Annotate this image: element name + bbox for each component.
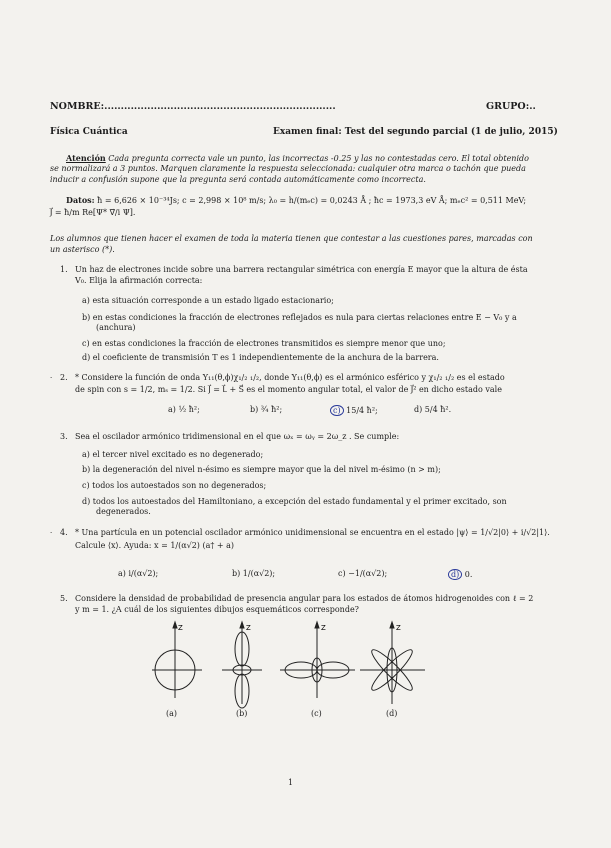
- q3-option-d[interactable]: d) todos los autoestados del Hamiltoniano, a excepción del estado fundamental y el primer excitado, son: [82, 497, 507, 506]
- note-line-1: Los alumnos que tienen hacer el examen de toda la materia tienen que contestar a las cuestiones pares, marcadas con: [50, 234, 533, 243]
- question-4-number: 4.: [60, 528, 68, 537]
- q3-option-b[interactable]: b) la degeneración del nivel n-ésimo es siempre mayor que la del nivel m-ésimo (n > m);: [82, 465, 441, 474]
- data-label: Datos:: [66, 195, 95, 205]
- name-field-label: NOMBRE:......................................................................: [50, 101, 336, 112]
- axis-z-d: Z: [396, 624, 401, 632]
- diagram-a[interactable]: [152, 622, 202, 698]
- q4-option-d[interactable]: d) 0.: [448, 569, 472, 580]
- question-3-number: 3.: [60, 432, 68, 441]
- note-line-2: un asterisco (*).: [50, 245, 115, 254]
- question-2-number: 2.: [60, 373, 68, 382]
- course-title: Física Cuántica: [50, 127, 128, 137]
- q1-option-b-cont: (anchura): [96, 323, 136, 332]
- question-3-text: Sea el oscilador armónico tridimensional en el que ωₓ = ωᵧ = 2ω_z . Se cumple:: [75, 432, 400, 441]
- q4-option-a[interactable]: a) i/(α√2);: [118, 569, 159, 578]
- orbital-diagrams: [140, 618, 440, 723]
- question-5-text: Considere la densidad de probabilidad de presencia angular para los estados de átomos hidrogenoides con ℓ = 2: [75, 594, 534, 603]
- attention-label: Atención: [66, 153, 106, 163]
- q2-pen-mark: ·: [50, 374, 53, 382]
- question-1-text-2: V₀. Elija la afirmación correcta:: [75, 276, 203, 285]
- q2-option-c[interactable]: c) 15/4 ħ²;: [330, 405, 378, 416]
- attention-line-3: inducir a confusión supone que la pregunta será contada automáticamente como incorrecta.: [50, 175, 426, 184]
- question-2-text: * Considere la función de onda Y₁₁(θ,ϕ)χ₁/₂ ₁/₂, donde Y₁₁(θ,ϕ) es el armónico esférico y χ₁/₂ ₁/₂ es el estado: [75, 373, 505, 382]
- question-4-text-2: Calcule ⟨x⟩. Ayuda: x = 1/(α√2) (a† + a): [75, 541, 235, 550]
- diagram-c[interactable]: [280, 622, 355, 698]
- q1-option-d[interactable]: d) el coeficiente de transmisión T es 1 independientemente de la anchura de la barrera.: [82, 353, 439, 362]
- diagram-b-label: (b): [236, 709, 248, 718]
- selected-answer-circle: d): [448, 569, 462, 580]
- question-2-text-2: de spin con s = 1/2, mₛ = 1/2. Si J⃗ = L⃗ + S⃗ es el momento angular total, el valor de J⃗² en dicho estado vale: [75, 385, 502, 394]
- group-field-label: GRUPO:..: [486, 101, 536, 112]
- q1-option-b[interactable]: b) en estas condiciones la fracción de electrones reflejados es nula para ciertas relaciones entre E − V₀ y a: [82, 313, 517, 322]
- diagram-c-label: (c): [311, 709, 322, 718]
- attention-line-2: se normalizará a 3 puntos. Marquen claramente la respuesta seleccionada: cualquier otra marca o tachón que pueda: [50, 164, 526, 173]
- q2-option-d[interactable]: d) 5/4 ħ².: [414, 405, 452, 414]
- q3-option-d-cont: degenerados.: [96, 507, 151, 516]
- q4-pen-mark: ·: [50, 529, 53, 537]
- exam-title: Examen final: Test del segundo parcial (1 de julio, 2015): [273, 127, 558, 137]
- data-line-1: Datos: ħ = 6,626 × 10⁻³⁴Js; c = 2,998 × 10⁸ m/s; λ₀ = h/(mₑc) = 0,0243 Å ; ħc = 1973,3 eV Å; mₑc² = 0,511 MeV;: [66, 195, 527, 205]
- q2-option-b[interactable]: b) ¾ ħ²;: [250, 405, 283, 414]
- question-5-number: 5.: [60, 594, 68, 603]
- q1-option-a[interactable]: a) esta situación corresponde a un estado ligado estacionario;: [82, 296, 334, 305]
- diagram-d[interactable]: [360, 622, 425, 704]
- data-line-2: J⃗ = ħ/m Re[Ψ* ∇⃗/i Ψ].: [50, 208, 136, 217]
- diagram-d-label: (d): [386, 709, 398, 718]
- axis-z-a: Z: [178, 624, 183, 632]
- q1-option-c[interactable]: c) en estas condiciones la fracción de electrones transmitidos es siempre menor que uno;: [82, 339, 446, 348]
- attention-line-1: Atención Cada pregunta correcta vale un punto, las incorrectas -0.25 y las no contestadas cero. El total obtenido: [66, 153, 529, 163]
- q3-option-c[interactable]: c) todos los autoestados son no degenerados;: [82, 481, 267, 490]
- page-number: 1: [288, 778, 294, 787]
- q3-option-a[interactable]: a) el tercer nivel excitado es no degenerado;: [82, 450, 264, 459]
- question-4-text: * Una partícula en un potencial oscilador armónico unidimensional se encuentra en el estado |ψ⟩ = 1/√2|0⟩ + i/√2|1⟩.: [75, 528, 550, 537]
- question-5-text-2: y m = 1. ¿A cuál de los siguientes dibujos esquemáticos corresponde?: [75, 605, 359, 614]
- q4-option-b[interactable]: b) 1/(α√2);: [232, 569, 276, 578]
- question-1-text: Un haz de electrones incide sobre una barrera rectangular simétrica con energía E mayor que la altura de ésta: [75, 265, 528, 274]
- diagram-a-label: (a): [166, 709, 178, 718]
- q4-option-c[interactable]: c) −1/(α√2);: [338, 569, 388, 578]
- axis-z-c: Z: [321, 624, 326, 632]
- q2-option-a[interactable]: a) ½ ħ²;: [168, 405, 200, 414]
- axis-z-b: Z: [246, 624, 251, 632]
- selected-answer-circle: c): [330, 405, 344, 416]
- diagram-b[interactable]: [222, 622, 262, 708]
- question-1-number: 1.: [60, 265, 68, 274]
